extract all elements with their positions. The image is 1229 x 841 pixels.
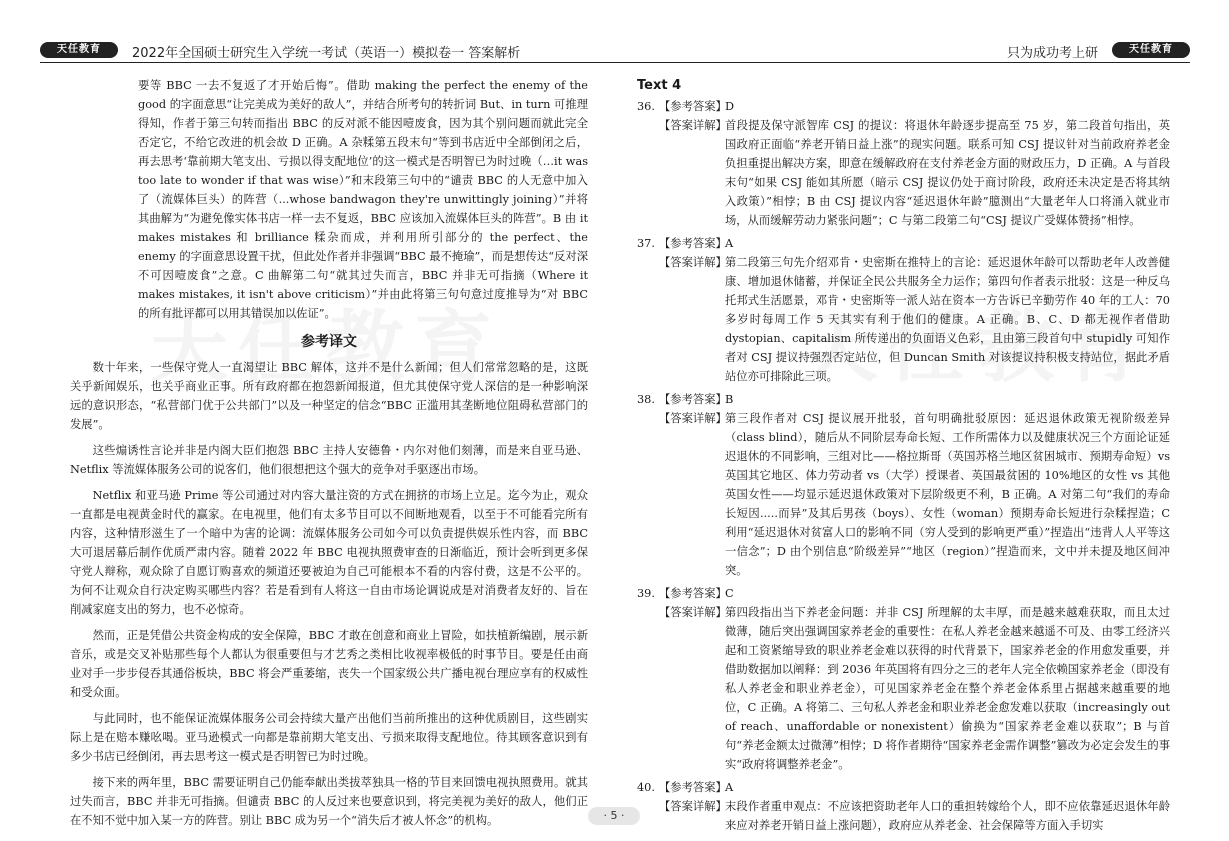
answer-label: 【参考答案】	[659, 781, 727, 794]
answer-value: A	[725, 237, 734, 250]
text-title: Text 4	[637, 78, 682, 93]
question-number: 39.	[637, 587, 655, 600]
detail-text: 末段作者重申观点：不应该把资助老年人口的重担转嫁给个人，即不应依靠延迟退休年龄来应对养老开销日益上涨问题），政府应从养老金、社会保障等方面入手切实	[725, 800, 1170, 832]
question-number: 36.	[637, 100, 655, 113]
answer-value: B	[725, 393, 734, 406]
translation-paragraph: Netflix 和亚马逊 Prime 等公司通过对内容大量注资的方式在拥挤的市场上立足。迄今为止，观众一直都是电视黄金时代的赢家。在电视里，他们有太多节目可以不间断地观看，以至于不可能看完所有内容，这种情形滋生了一个暗中为害的论调：流媒体服务公司如今可以负责提供娱乐性内容，而 BBC 大可退居幕后制作优质严肃内容。随着 2022 年 BBC 电视执照费审查的日渐临近，预计会听到更多保守党人辩称，观众除了自愿订购喜欢的频道还要被迫为自己可能根本不看的内容付费，这是不公平的。为何不让观众自行决定购买哪些内容？若是看到有人将这一自由市场论调说成是对消费者友好的、旨在削减家庭支出的努力，也不必惊奇。	[70, 489, 588, 616]
detail-text: 第二段第三句先介绍邓肯・史密斯在推特上的言论：延迟退休年龄可以帮助老年人改善健康、增加退休储蓄，并保证全民公共服务全力运作；第四句作者表示批驳：这是一种反乌托邦式生活愿景，邓肯・史密斯等一派人站在资本一方告诉已辛勤劳作 40 年的工人：70 多岁时每周工作 5 天其实有利于他们的健康。A 正确。B、C、D 都无视作者借助 dystopian、capitalism 所传递出的负面语义色彩，且由第三段首句中 stupidly 可知作者对 CSJ 提议持强烈否定站位，但 Duncan Smith 对该提议持积极支持站位，据此矛盾站位亦可排除此三项。	[725, 256, 1170, 383]
question-37	[637, 234, 1170, 386]
page-header	[40, 40, 1190, 63]
detail-label: 【答案详解】	[659, 606, 727, 619]
translation	[70, 358, 588, 830]
question-38	[637, 390, 1170, 580]
answer-label: 【参考答案】	[659, 393, 727, 406]
translation-paragraph: 数十年来，一些保守党人一直渴望让 BBC 解体，这并不是什么新闻；但人们常常忽略的是，这既关乎新闻娱乐，也关乎商业正事。所有政府都在抱怨新闻报道，但尤其使保守党人深信的是一种影响深远的意识形态，“私营部门优于公共部门”以及一种坚定的信念“BBC 正滥用其垄断地位阻碍私营部门的发展”。	[70, 361, 588, 431]
question-36	[637, 97, 1170, 230]
detail-label: 【答案详解】	[659, 119, 727, 132]
detail-label: 【答案详解】	[659, 412, 727, 425]
detail-text: 首段提及保守派智库 CSJ 的提议：将退休年龄逐步提高至 75 岁，第二段首句指出，英国政府正面临“养老开销日益上涨”的现实问题。联系可知 CSJ 提议针对当前政府养老金负担重提出解决方案，即意在缓解政府在支付养老金方面的财政压力，D 正确。A 与首段末句“如果 CSJ 能如其所愿（暗示 CSJ 提议仍处于商讨阶段，政府还未决定是否将其纳入政策）”相悖；B 由 CSJ 提议内容“延迟退休年龄”臆测出“大量老年人口将涌入就业市场，从而缓解劳动力紧张问题”；C 与第二段第二句“CSJ 提议广受媒体赞扬”相悖。	[725, 119, 1170, 227]
logo-right: 天任教育	[1112, 42, 1190, 58]
question-39	[637, 584, 1170, 774]
answer-value: A	[725, 781, 734, 794]
detail-label: 【答案详解】	[659, 256, 727, 269]
left-column	[70, 76, 588, 837]
page-number: · 5 ·	[588, 807, 640, 825]
detail-label: 【答案详解】	[659, 800, 727, 813]
header-title: 2022年全国硕士研究生入学统一考试（英语一）模拟卷一 答案解析	[132, 46, 521, 61]
question-number: 37.	[637, 237, 655, 250]
header-slogan: 只为成功考上研	[1006, 46, 1098, 61]
right-column	[637, 76, 1170, 839]
translation-paragraph: 接下来的两年里，BBC 需要证明自己仍能奉献出类拔萃独具一格的节目来回馈电视执照费用。就其过失而言，BBC 并非无可指摘。但谴责 BBC 的人反过来也要意识到，将完美视为美好的敌人，他们正在不知不觉中加入某一方的阵营。别让 BBC 成为另一个“消失后才被人怀念”的机构。	[70, 776, 588, 827]
detail-text: 第四段指出当下养老金问题：并非 CSJ 所理解的太丰厚，而是越来越难获取，而且太过微薄，随后突出强调国家养老金的重要性：在私人养老金越来越遥不可及、由零工经济兴起和工资紧缩导致的职业养老金难以获得的时代背景下，国家养老金的作用愈发重要，并借助数据加以阐释：到 2036 年英国将有四分之三的老年人完全依赖国家养老金（即没有私人养老金和职业养老金），可见国家养老金在整个养老金体系里占据越来越重要的地位，C 正确。A 将第二、三句私人养老金和职业养老金愈发难以获取（increasingly out of reach、unaffordable or nonexistent）偷换为“国家养老金难以获取”；B 与首句“养老金额太过微薄”相悖；D 将作者期待“国家养老金需作调整”篡改为必定会发生的事实“政府将调整养老金”。	[725, 606, 1170, 771]
translation-paragraph: 然而，正是凭借公共资金构成的安全保障，BBC 才敢在创意和商业上冒险，如扶植新编剧，展示新音乐，或是交叉补贴那些每个人都认为很重要但与才艺秀之类相比收视率极低的时事节目。要是任由商业对手一步步侵吞其通俗板块，BBC 将会严重萎缩，丧失一个国家级公共广播电视台理应享有的权威性和受众面。	[70, 629, 588, 699]
answer-label: 【参考答案】	[659, 100, 727, 113]
detail-text: 第三段作者对 CSJ 提议展开批驳，首句明确批驳原因：延迟退休政策无视阶级差异（class blind），随后从不同阶层寿命长短、工作所需体力以及健康状况三个方面论证延迟退休的不同影响，三组对比——格拉斯哥（英国苏格兰地区贫困城市、预期寿命短）vs 英国其它地区、体力劳动者 vs（大学）授课者、英国最贫困的 10%地区的女性 vs 其他英国女性——均显示延迟退休政策对下层阶级更不利，B 正确。A 对第二句“我们的寿命长短因.....而异”及其后男孩（boys）、女性（woman）预期寿命长短进行杂糅捏造；C 利用“延迟退休对贫富人口的影响不同（穷人受到的影响更严重）”捏造出“违背人人平等这一信念”；D 由个别信息“阶级差异”“地区（region）”捏造而来，文中并未提及地区间冲突。	[725, 412, 1170, 577]
answer-value: D	[725, 100, 735, 113]
answer-value: C	[725, 587, 734, 600]
answer-label: 【参考答案】	[659, 237, 727, 250]
translation-paragraph: 与此同时，也不能保证流媒体服务公司会持续大量产出他们当前所推出的这种优质剧目，这些剧实际上是在赔本赚吆喝。亚马逊模式一向都是靠前期大笔支出、亏损来取得支配地位。待其顾客意识到有多少书店已经倒闭，再去思考这一模式是否明智已为时过晚。	[70, 712, 588, 763]
question-number: 38.	[637, 393, 655, 406]
answer-label: 【参考答案】	[659, 587, 727, 600]
question-40	[637, 778, 1170, 835]
logo-left: 天任教育	[40, 42, 118, 58]
explanation-text: 要等 BBC 一去不复返了才开始后悔”。借助 making the perfect the enemy of the good 的字面意思“让完美成为美好的敌人”，并结合所考句的转折词 But、in turn 可推理得知，作者于第三句转而指出 BBC 的反对派不能因噎废食，因为其个别问题而就此完全否定它，不给它改进的机会故 D 正确。A 杂糅第五段末句“等到书店近中全部倒闭之后，再去思考‘靠前期大笔支出、亏损以得支配地位’的这一模式是否明智已为时过晚（…it was too late to wonder if that was wise）”和末段第三句中的“谴责 BBC 的人无意中加入了（流媒体巨头）的阵营（...whose bandwagon they're unwittingly joining）”并将其曲解为“为避免像实体书店一样一去不复返，BBC 应该加入流媒体巨头的阵营”。B 由 it makes mistakes 和 brilliance 糅杂而成，并利用所引部分的 the perfect、the enemy 的字面意思设置干扰，但此处作者并非强调“BBC 最不掩瑜”，而是想传达“反对深不可因噎废食”之意。C 曲解第二句“就其过失而言，BBC 并非无可指摘（Where it makes mistakes, it isn't above criticism）”并由此将第三句句意过度推导为“对 BBC 的所有批评都可以用其错误加以佐证”。	[138, 79, 588, 320]
question-number: 40.	[637, 781, 655, 794]
section-title: 参考译文	[301, 334, 357, 350]
q35-explanation-continued	[70, 76, 588, 323]
translation-paragraph: 这些煽诱性言论并非是内阁大臣们抱怨 BBC 主持人安德鲁・内尔对他们刻薄，而是来自亚马逊、Netflix 等流媒体服务公司的说客们，他们很想把这个强大的竞争对手驱逐出市场。	[70, 444, 588, 476]
